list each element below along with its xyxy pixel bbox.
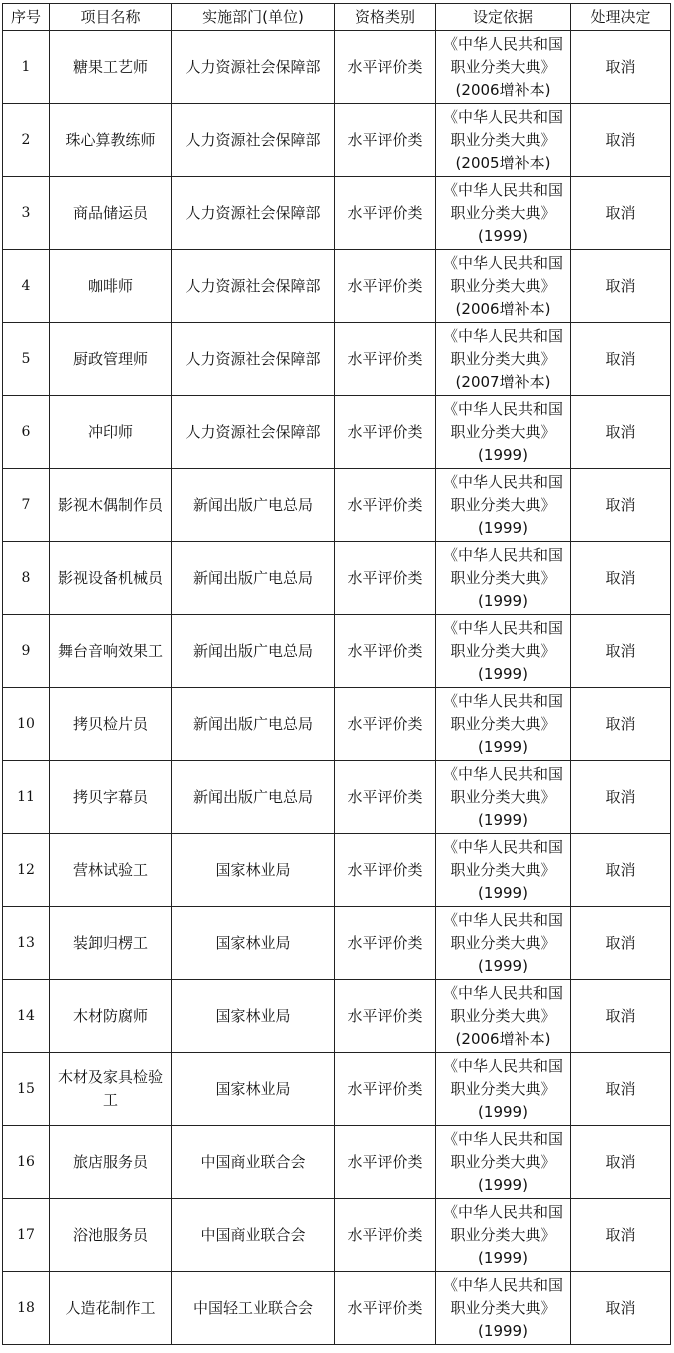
cell-seq: 7 xyxy=(3,469,50,542)
cell-department: 国家林业局 xyxy=(172,834,335,907)
cell-name: 浴池服务员 xyxy=(50,1199,172,1272)
cell-department: 人力资源社会保障部 xyxy=(172,250,335,323)
cell-department: 中国商业联合会 xyxy=(172,1126,335,1199)
basis-line: 职业分类大典》 xyxy=(450,1079,556,1098)
cell-name: 拷贝检片员 xyxy=(50,688,172,761)
basis-line: 《中华人民共和国 xyxy=(442,472,563,491)
cell-basis xyxy=(436,615,571,688)
cell-decision: 取消 xyxy=(571,250,671,323)
cell-seq: 1 xyxy=(3,31,50,104)
cell-decision: 取消 xyxy=(571,615,671,688)
cell-basis xyxy=(436,250,571,323)
table-row xyxy=(3,323,671,396)
cell-category: 水平评价类 xyxy=(335,688,436,761)
cell-decision: 取消 xyxy=(571,323,671,396)
cell-category: 水平评价类 xyxy=(335,615,436,688)
basis-line: (2007增补本) xyxy=(455,372,551,391)
cell-name: 营林试验工 xyxy=(50,834,172,907)
basis-line: (1999) xyxy=(478,1321,528,1340)
cell-decision: 取消 xyxy=(571,1272,671,1345)
cell-seq: 10 xyxy=(3,688,50,761)
cell-category: 水平评价类 xyxy=(335,1272,436,1345)
basis-line: 《中华人民共和国 xyxy=(442,837,563,856)
basis-line: 职业分类大典》 xyxy=(450,860,556,879)
qualification-table xyxy=(2,3,671,1345)
cell-department: 人力资源社会保障部 xyxy=(172,177,335,250)
basis-line: 职业分类大典》 xyxy=(450,1152,556,1171)
cell-basis xyxy=(436,688,571,761)
basis-line: (1999) xyxy=(478,591,528,610)
basis-line: (1999) xyxy=(478,1248,528,1267)
table-row xyxy=(3,542,671,615)
cell-decision: 取消 xyxy=(571,469,671,542)
cell-name: 木材及家具检验工 xyxy=(50,1053,172,1126)
basis-line: 《中华人民共和国 xyxy=(442,34,563,53)
basis-line: (1999) xyxy=(478,226,528,245)
basis-line: (1999) xyxy=(478,883,528,902)
cell-category: 水平评价类 xyxy=(335,104,436,177)
cell-basis xyxy=(436,177,571,250)
cell-category: 水平评价类 xyxy=(335,834,436,907)
basis-line: 《中华人民共和国 xyxy=(442,1129,563,1148)
cell-name: 拷贝字幕员 xyxy=(50,761,172,834)
basis-line: (2006增补本) xyxy=(455,80,551,99)
cell-decision: 取消 xyxy=(571,1053,671,1126)
cell-decision: 取消 xyxy=(571,761,671,834)
basis-line: (1999) xyxy=(478,956,528,975)
table-row xyxy=(3,1053,671,1126)
cell-decision: 取消 xyxy=(571,31,671,104)
basis-line: 职业分类大典》 xyxy=(450,203,556,222)
cell-name: 木材防腐师 xyxy=(50,980,172,1053)
header-category: 资格类别 xyxy=(335,4,436,31)
cell-basis xyxy=(436,542,571,615)
basis-line: (1999) xyxy=(478,518,528,537)
basis-line: 《中华人民共和国 xyxy=(442,253,563,272)
cell-category: 水平评价类 xyxy=(335,980,436,1053)
cell-seq: 6 xyxy=(3,396,50,469)
cell-seq: 13 xyxy=(3,907,50,980)
cell-seq: 9 xyxy=(3,615,50,688)
cell-decision: 取消 xyxy=(571,542,671,615)
basis-line: 职业分类大典》 xyxy=(450,422,556,441)
cell-department: 人力资源社会保障部 xyxy=(172,104,335,177)
cell-category: 水平评价类 xyxy=(335,323,436,396)
basis-line: (2006增补本) xyxy=(455,299,551,318)
basis-line: 职业分类大典》 xyxy=(450,787,556,806)
cell-department: 中国商业联合会 xyxy=(172,1199,335,1272)
cell-category: 水平评价类 xyxy=(335,907,436,980)
cell-department: 新闻出版广电总局 xyxy=(172,761,335,834)
cell-department: 新闻出版广电总局 xyxy=(172,688,335,761)
cell-basis xyxy=(436,31,571,104)
basis-line: 职业分类大典》 xyxy=(450,349,556,368)
basis-line: 《中华人民共和国 xyxy=(442,764,563,783)
cell-department: 国家林业局 xyxy=(172,1053,335,1126)
basis-line: 职业分类大典》 xyxy=(450,1006,556,1025)
basis-line: 职业分类大典》 xyxy=(450,714,556,733)
cell-category: 水平评价类 xyxy=(335,469,436,542)
cell-basis xyxy=(436,1199,571,1272)
cell-basis xyxy=(436,323,571,396)
cell-name: 商品储运员 xyxy=(50,177,172,250)
cell-department: 新闻出版广电总局 xyxy=(172,469,335,542)
cell-basis xyxy=(436,1053,571,1126)
cell-seq: 2 xyxy=(3,104,50,177)
table-row xyxy=(3,834,671,907)
cell-seq: 11 xyxy=(3,761,50,834)
basis-line: 职业分类大典》 xyxy=(450,495,556,514)
cell-decision: 取消 xyxy=(571,980,671,1053)
cell-category: 水平评价类 xyxy=(335,177,436,250)
cell-basis xyxy=(436,834,571,907)
basis-line: 《中华人民共和国 xyxy=(442,1275,563,1294)
basis-line: 职业分类大典》 xyxy=(450,933,556,952)
basis-line: 《中华人民共和国 xyxy=(442,983,563,1002)
table-row xyxy=(3,761,671,834)
cell-department: 中国轻工业联合会 xyxy=(172,1272,335,1345)
basis-line: (1999) xyxy=(478,810,528,829)
cell-basis xyxy=(436,104,571,177)
cell-basis xyxy=(436,980,571,1053)
basis-line: 《中华人民共和国 xyxy=(442,545,563,564)
basis-line: 《中华人民共和国 xyxy=(442,107,563,126)
table-row xyxy=(3,250,671,323)
cell-name: 厨政管理师 xyxy=(50,323,172,396)
cell-name: 旅店服务员 xyxy=(50,1126,172,1199)
basis-line: (1999) xyxy=(478,1175,528,1194)
basis-line: 《中华人民共和国 xyxy=(442,1202,563,1221)
cell-decision: 取消 xyxy=(571,177,671,250)
basis-line: (1999) xyxy=(478,737,528,756)
cell-decision: 取消 xyxy=(571,1199,671,1272)
table-row xyxy=(3,688,671,761)
cell-basis xyxy=(436,396,571,469)
table-row xyxy=(3,177,671,250)
table-row xyxy=(3,104,671,177)
basis-line: (2005增补本) xyxy=(455,153,551,172)
table-row xyxy=(3,980,671,1053)
cell-name: 冲印师 xyxy=(50,396,172,469)
cell-basis xyxy=(436,761,571,834)
header-department: 实施部门(单位) xyxy=(172,4,335,31)
basis-line: 职业分类大典》 xyxy=(450,1225,556,1244)
table-row xyxy=(3,31,671,104)
cell-department: 国家林业局 xyxy=(172,980,335,1053)
table-row xyxy=(3,469,671,542)
cell-department: 国家林业局 xyxy=(172,907,335,980)
cell-name: 舞台音响效果工 xyxy=(50,615,172,688)
cell-department: 新闻出版广电总局 xyxy=(172,542,335,615)
basis-line: (1999) xyxy=(478,664,528,683)
cell-category: 水平评价类 xyxy=(335,542,436,615)
cell-decision: 取消 xyxy=(571,688,671,761)
cell-seq: 16 xyxy=(3,1126,50,1199)
cell-seq: 4 xyxy=(3,250,50,323)
basis-line: (1999) xyxy=(478,445,528,464)
cell-seq: 12 xyxy=(3,834,50,907)
header-seq: 序号 xyxy=(3,4,50,31)
basis-line: 职业分类大典》 xyxy=(450,130,556,149)
cell-name: 人造花制作工 xyxy=(50,1272,172,1345)
basis-line: 《中华人民共和国 xyxy=(442,1056,563,1075)
table-row xyxy=(3,907,671,980)
cell-seq: 8 xyxy=(3,542,50,615)
cell-name: 咖啡师 xyxy=(50,250,172,323)
cell-seq: 3 xyxy=(3,177,50,250)
cell-name: 影视木偶制作员 xyxy=(50,469,172,542)
cell-department: 人力资源社会保障部 xyxy=(172,31,335,104)
cell-seq: 14 xyxy=(3,980,50,1053)
cell-seq: 5 xyxy=(3,323,50,396)
cell-category: 水平评价类 xyxy=(335,31,436,104)
cell-category: 水平评价类 xyxy=(335,1126,436,1199)
basis-line: 职业分类大典》 xyxy=(450,57,556,76)
cell-name: 影视设备机械员 xyxy=(50,542,172,615)
cell-category: 水平评价类 xyxy=(335,761,436,834)
cell-basis xyxy=(436,907,571,980)
table-body xyxy=(3,31,671,1345)
cell-name: 装卸归楞工 xyxy=(50,907,172,980)
table-row xyxy=(3,615,671,688)
cell-decision: 取消 xyxy=(571,104,671,177)
basis-line: 职业分类大典》 xyxy=(450,641,556,660)
cell-seq: 18 xyxy=(3,1272,50,1345)
cell-decision: 取消 xyxy=(571,907,671,980)
header-decision: 处理决定 xyxy=(571,4,671,31)
basis-line: 职业分类大典》 xyxy=(450,568,556,587)
header-basis: 设定依据 xyxy=(436,4,571,31)
cell-department: 人力资源社会保障部 xyxy=(172,323,335,396)
cell-category: 水平评价类 xyxy=(335,250,436,323)
basis-line: 《中华人民共和国 xyxy=(442,180,563,199)
table-row xyxy=(3,1126,671,1199)
basis-line: (1999) xyxy=(478,1102,528,1121)
cell-basis xyxy=(436,1272,571,1345)
cell-category: 水平评价类 xyxy=(335,1053,436,1126)
table-row xyxy=(3,1199,671,1272)
basis-line: 《中华人民共和国 xyxy=(442,618,563,637)
header-name: 项目名称 xyxy=(50,4,172,31)
basis-line: 《中华人民共和国 xyxy=(442,326,563,345)
basis-line: 职业分类大典》 xyxy=(450,1298,556,1317)
basis-line: 《中华人民共和国 xyxy=(442,910,563,929)
cell-seq: 15 xyxy=(3,1053,50,1126)
table-row xyxy=(3,396,671,469)
cell-name: 珠心算教练师 xyxy=(50,104,172,177)
cell-category: 水平评价类 xyxy=(335,1199,436,1272)
cell-decision: 取消 xyxy=(571,1126,671,1199)
table-header-row xyxy=(3,4,671,31)
basis-line: 《中华人民共和国 xyxy=(442,691,563,710)
cell-category: 水平评价类 xyxy=(335,396,436,469)
cell-seq: 17 xyxy=(3,1199,50,1272)
cell-department: 人力资源社会保障部 xyxy=(172,396,335,469)
cell-decision: 取消 xyxy=(571,396,671,469)
cell-basis xyxy=(436,1126,571,1199)
basis-line: 职业分类大典》 xyxy=(450,276,556,295)
cell-name: 糖果工艺师 xyxy=(50,31,172,104)
basis-line: (2006增补本) xyxy=(455,1029,551,1048)
cell-basis xyxy=(436,469,571,542)
table-row xyxy=(3,1272,671,1345)
basis-line: 《中华人民共和国 xyxy=(442,399,563,418)
cell-decision: 取消 xyxy=(571,834,671,907)
cell-department: 新闻出版广电总局 xyxy=(172,615,335,688)
